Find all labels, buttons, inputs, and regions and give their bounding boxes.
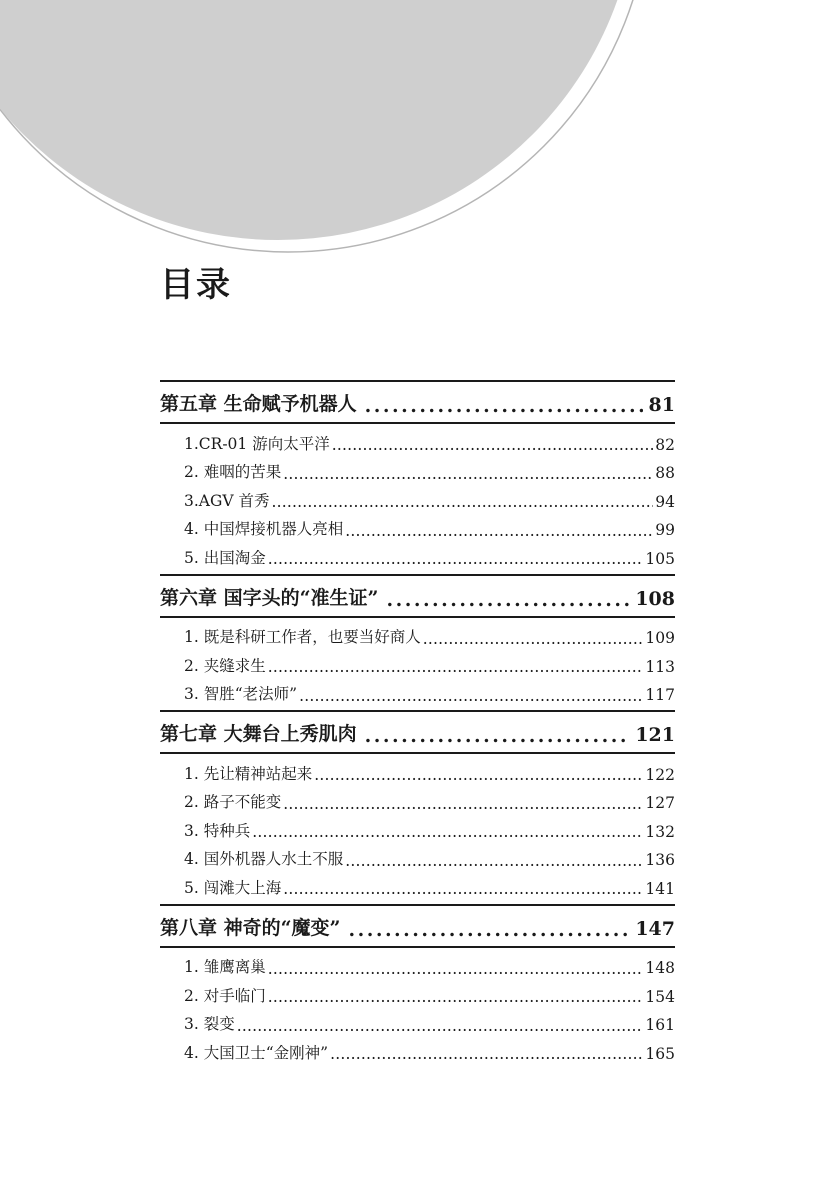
section-page-number: 148 xyxy=(645,959,675,977)
section-title: 5. 出国淘金 xyxy=(184,548,266,567)
dot-leader xyxy=(386,591,629,610)
chapter-page-number: 108 xyxy=(635,587,675,610)
section-title: 4. 国外机器人水土不服 xyxy=(184,850,344,868)
dot-leader xyxy=(272,495,654,511)
section-title: 4. 中国焊接机器人亮相 xyxy=(184,520,344,538)
section-entry[interactable] xyxy=(160,812,675,841)
chapter-heading[interactable] xyxy=(160,382,675,422)
section-entry[interactable] xyxy=(160,511,675,540)
section-entry[interactable] xyxy=(160,755,675,784)
section-entry[interactable] xyxy=(160,647,675,676)
section-page-number: 122 xyxy=(645,765,675,784)
section-page-number: 154 xyxy=(645,987,675,1006)
dot-leader xyxy=(365,397,643,416)
section-entry[interactable] xyxy=(160,454,675,483)
chapter-page-number: 121 xyxy=(635,724,675,746)
section-page-number: 113 xyxy=(645,657,675,676)
chapter-page-number: 147 xyxy=(635,917,675,940)
decorative-circle-graphic xyxy=(0,0,818,400)
chapter-heading[interactable] xyxy=(160,712,675,752)
section-title: 3. 裂变 xyxy=(184,1015,235,1033)
section-entry[interactable] xyxy=(160,619,675,648)
dot-leader xyxy=(283,797,643,813)
section-page-number: 99 xyxy=(655,521,675,539)
dot-leader xyxy=(237,1019,644,1035)
section-page-number: 88 xyxy=(655,464,675,482)
section-title: 1. 先让精神站起来 xyxy=(184,764,313,783)
section-entry[interactable] xyxy=(160,784,675,813)
section-entry[interactable] xyxy=(160,676,675,705)
dot-leader xyxy=(330,1047,643,1063)
dot-leader xyxy=(345,524,653,540)
section-title: 2. 难咽的苦果 xyxy=(184,463,282,481)
section-entry[interactable] xyxy=(160,869,675,898)
section-entry[interactable] xyxy=(160,1034,675,1063)
chapter-heading[interactable] xyxy=(160,906,675,946)
dot-leader xyxy=(348,921,629,940)
section-entry[interactable] xyxy=(160,539,675,568)
chapter-page-number: 81 xyxy=(648,394,675,416)
chapter xyxy=(160,904,675,1069)
dot-leader xyxy=(314,768,643,784)
dot-leader xyxy=(365,727,630,746)
section-title: 3. 智胜“老法师” xyxy=(184,685,298,703)
chapter-title: 第五章 生命赋予机器人 xyxy=(160,393,357,415)
section-title: 1. 既是科研工作者，也要当好商人 xyxy=(184,628,421,646)
dot-leader xyxy=(299,689,643,705)
section-title: 2. 对手临门 xyxy=(184,986,266,1005)
section-page-number: 127 xyxy=(645,794,675,812)
chapter-heading[interactable] xyxy=(160,576,675,616)
page-title: 目录 xyxy=(160,265,232,305)
section-title: 2. 夹缝求生 xyxy=(184,656,266,675)
table-of-contents xyxy=(160,380,675,1069)
dot-leader xyxy=(332,438,654,454)
section-page-number: 105 xyxy=(645,549,675,568)
dot-leader xyxy=(268,552,644,568)
section-page-number: 141 xyxy=(645,879,675,898)
section-title: 1.CR-01 游向太平洋 xyxy=(184,434,330,453)
dot-leader xyxy=(252,825,643,841)
decorative-circle xyxy=(0,0,638,240)
chapter-title: 第七章 大舞台上秀肌肉 xyxy=(160,723,357,745)
section-page-number: 117 xyxy=(645,686,675,704)
chapter-title: 第八章 神奇的“魔变” xyxy=(160,916,341,939)
section-page-number: 109 xyxy=(645,629,675,647)
section-entry[interactable] xyxy=(160,949,675,978)
chapter xyxy=(160,710,675,904)
dot-leader xyxy=(268,990,644,1006)
section-entry[interactable] xyxy=(160,977,675,1006)
section-title: 1. 雏鹰离巢 xyxy=(184,958,266,976)
section-page-number: 94 xyxy=(655,492,675,511)
chapter-title: 第六章 国字头的“准生证” xyxy=(160,586,379,609)
section-title: 3. 特种兵 xyxy=(184,821,251,840)
section-entry[interactable] xyxy=(160,482,675,511)
section-title: 3.AGV 首秀 xyxy=(184,491,270,510)
dot-leader xyxy=(283,467,653,483)
section-page-number: 165 xyxy=(645,1044,675,1063)
section-entry[interactable] xyxy=(160,1006,675,1035)
chapter xyxy=(160,380,675,574)
section-title: 5. 闯滩大上海 xyxy=(184,878,282,897)
section-page-number: 161 xyxy=(645,1016,675,1034)
section-page-number: 82 xyxy=(655,435,675,454)
dot-leader xyxy=(283,882,643,898)
section-entry[interactable] xyxy=(160,425,675,454)
dot-leader xyxy=(268,660,644,676)
section-title: 2. 路子不能变 xyxy=(184,793,282,811)
chapter xyxy=(160,574,675,711)
dot-leader xyxy=(345,854,643,870)
section-title: 4. 大国卫士“金刚神” xyxy=(184,1043,329,1062)
dot-leader xyxy=(423,632,644,648)
section-page-number: 136 xyxy=(645,851,675,869)
section-entry[interactable] xyxy=(160,841,675,870)
section-page-number: 132 xyxy=(645,822,675,841)
dot-leader xyxy=(268,962,644,978)
